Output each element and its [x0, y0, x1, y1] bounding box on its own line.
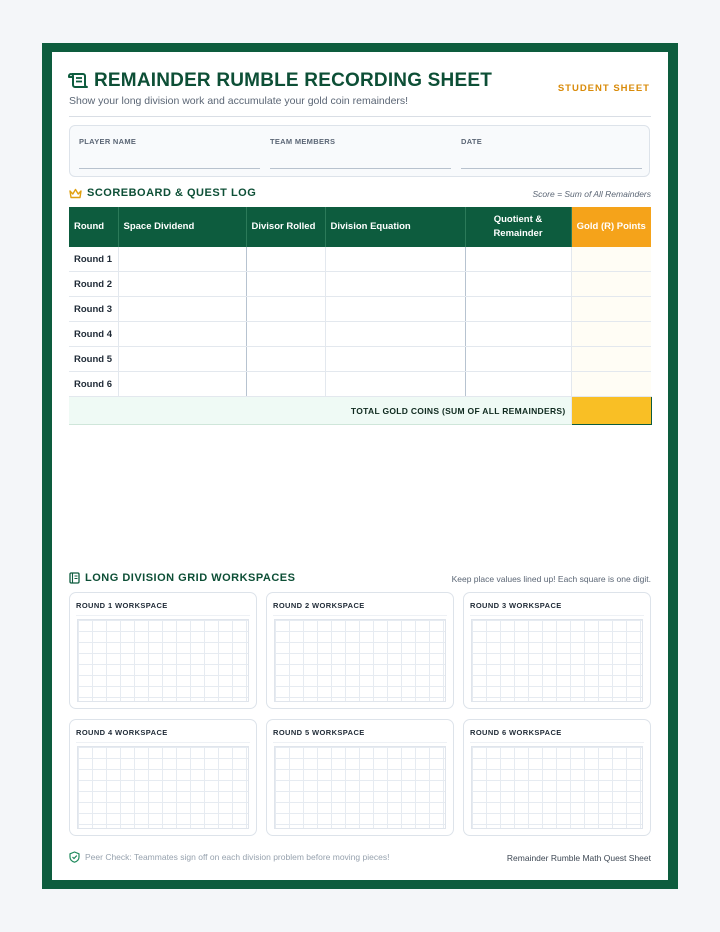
gold-cell[interactable]	[571, 247, 651, 272]
footer-sheet-name: Remainder Rumble Math Quest Sheet	[506, 853, 651, 863]
workspaces-title: LONG DIVISION GRID WORKSPACES	[69, 572, 295, 584]
division-grid[interactable]	[274, 746, 446, 829]
player-name-label: PLAYER NAME	[79, 137, 137, 146]
col-divisor-rolled: Divisor Rolled	[246, 207, 325, 247]
round-label: Round 2	[69, 272, 118, 297]
dividend-cell[interactable]	[118, 347, 246, 372]
dividend-cell[interactable]	[118, 322, 246, 347]
quotient-cell[interactable]	[465, 372, 571, 397]
table-header-row	[69, 207, 651, 247]
team-members-field[interactable]	[270, 168, 451, 169]
sheet	[52, 52, 668, 880]
student-info-box	[69, 125, 650, 177]
quotient-cell[interactable]	[465, 347, 571, 372]
page-title-text: REMAINDER RUMBLE RECORDING SHEET	[94, 70, 493, 91]
total-label: TOTAL GOLD COINS (SUM OF ALL REMAINDERS)	[69, 397, 571, 425]
gold-cell[interactable]	[571, 272, 651, 297]
page-subtitle: Show your long division work and accumulate your gold coin remainders!	[69, 95, 409, 107]
round-label: Round 4	[69, 322, 118, 347]
workspace-round-6	[463, 719, 651, 836]
equation-cell[interactable]	[325, 372, 465, 397]
dividend-cell[interactable]	[118, 372, 246, 397]
gold-cell[interactable]	[571, 372, 651, 397]
scoreboard-title: SCOREBOARD & QUEST LOG	[69, 187, 256, 199]
table-row	[69, 297, 651, 322]
dividend-cell[interactable]	[118, 297, 246, 322]
scroll-icon	[68, 72, 88, 90]
workspace-round-1	[69, 592, 257, 709]
gold-cell[interactable]	[571, 347, 651, 372]
divisor-cell[interactable]	[246, 272, 325, 297]
col-gold-points: Gold (R) Points	[571, 207, 651, 247]
workspace-title: ROUND 2 WORKSPACE	[273, 601, 365, 610]
workspace-round-5	[266, 719, 454, 836]
workspace-title: ROUND 4 WORKSPACE	[76, 728, 168, 737]
quotient-cell[interactable]	[465, 272, 571, 297]
workspace-title: ROUND 1 WORKSPACE	[76, 601, 168, 610]
table-row	[69, 322, 651, 347]
date-label: DATE	[461, 137, 483, 146]
dividend-cell[interactable]	[118, 272, 246, 297]
col-division-equation: Division Equation	[325, 207, 465, 247]
round-label: Round 5	[69, 347, 118, 372]
equation-cell[interactable]	[325, 272, 465, 297]
col-quotient-remainder: Quotient & Remainder	[465, 207, 571, 247]
round-label: Round 1	[69, 247, 118, 272]
shield-check-icon	[69, 851, 80, 863]
table-row	[69, 372, 651, 397]
col-round: Round	[69, 207, 118, 247]
division-grid[interactable]	[77, 619, 249, 702]
division-grid[interactable]	[471, 746, 643, 829]
workspace-round-4	[69, 719, 257, 836]
division-grid[interactable]	[274, 619, 446, 702]
date-field[interactable]	[461, 168, 642, 169]
table-row	[69, 247, 651, 272]
table-row	[69, 272, 651, 297]
scoreboard-note: Score = Sum of All Remainders	[532, 189, 651, 199]
workspace-round-2	[266, 592, 454, 709]
workspace-title: ROUND 6 WORKSPACE	[470, 728, 562, 737]
workspace-title: ROUND 3 WORKSPACE	[470, 601, 562, 610]
table-row	[69, 347, 651, 372]
gold-cell[interactable]	[571, 322, 651, 347]
workspace-round-3	[463, 592, 651, 709]
gold-cell[interactable]	[571, 297, 651, 322]
footer-peer-check: Peer Check: Teammates sign off on each division problem before moving pieces!	[69, 851, 389, 863]
scoreboard-table	[69, 207, 652, 425]
round-label: Round 3	[69, 297, 118, 322]
divisor-cell[interactable]	[246, 297, 325, 322]
quotient-cell[interactable]	[465, 297, 571, 322]
workspaces-note: Keep place values lined up! Each square is one digit.	[451, 574, 651, 584]
equation-cell[interactable]	[325, 322, 465, 347]
quotient-cell[interactable]	[465, 322, 571, 347]
total-row	[69, 397, 651, 425]
division-grid[interactable]	[471, 619, 643, 702]
round-label: Round 6	[69, 372, 118, 397]
col-space-dividend: Space Dividend	[118, 207, 246, 247]
team-members-label: TEAM MEMBERS	[270, 137, 336, 146]
division-grid[interactable]	[77, 746, 249, 829]
student-sheet-badge: STUDENT SHEET	[557, 83, 650, 94]
equation-cell[interactable]	[325, 347, 465, 372]
workspace-title: ROUND 5 WORKSPACE	[273, 728, 365, 737]
quotient-cell[interactable]	[465, 247, 571, 272]
equation-cell[interactable]	[325, 247, 465, 272]
divisor-cell[interactable]	[246, 247, 325, 272]
dividend-cell[interactable]	[118, 247, 246, 272]
player-name-field[interactable]	[79, 168, 260, 169]
divisor-cell[interactable]	[246, 347, 325, 372]
divisor-cell[interactable]	[246, 372, 325, 397]
divider	[69, 116, 651, 117]
divisor-cell[interactable]	[246, 322, 325, 347]
crown-icon	[69, 188, 82, 199]
page-title	[68, 70, 492, 92]
notebook-icon	[69, 572, 80, 584]
equation-cell[interactable]	[325, 297, 465, 322]
total-gold-cell[interactable]	[571, 397, 651, 425]
